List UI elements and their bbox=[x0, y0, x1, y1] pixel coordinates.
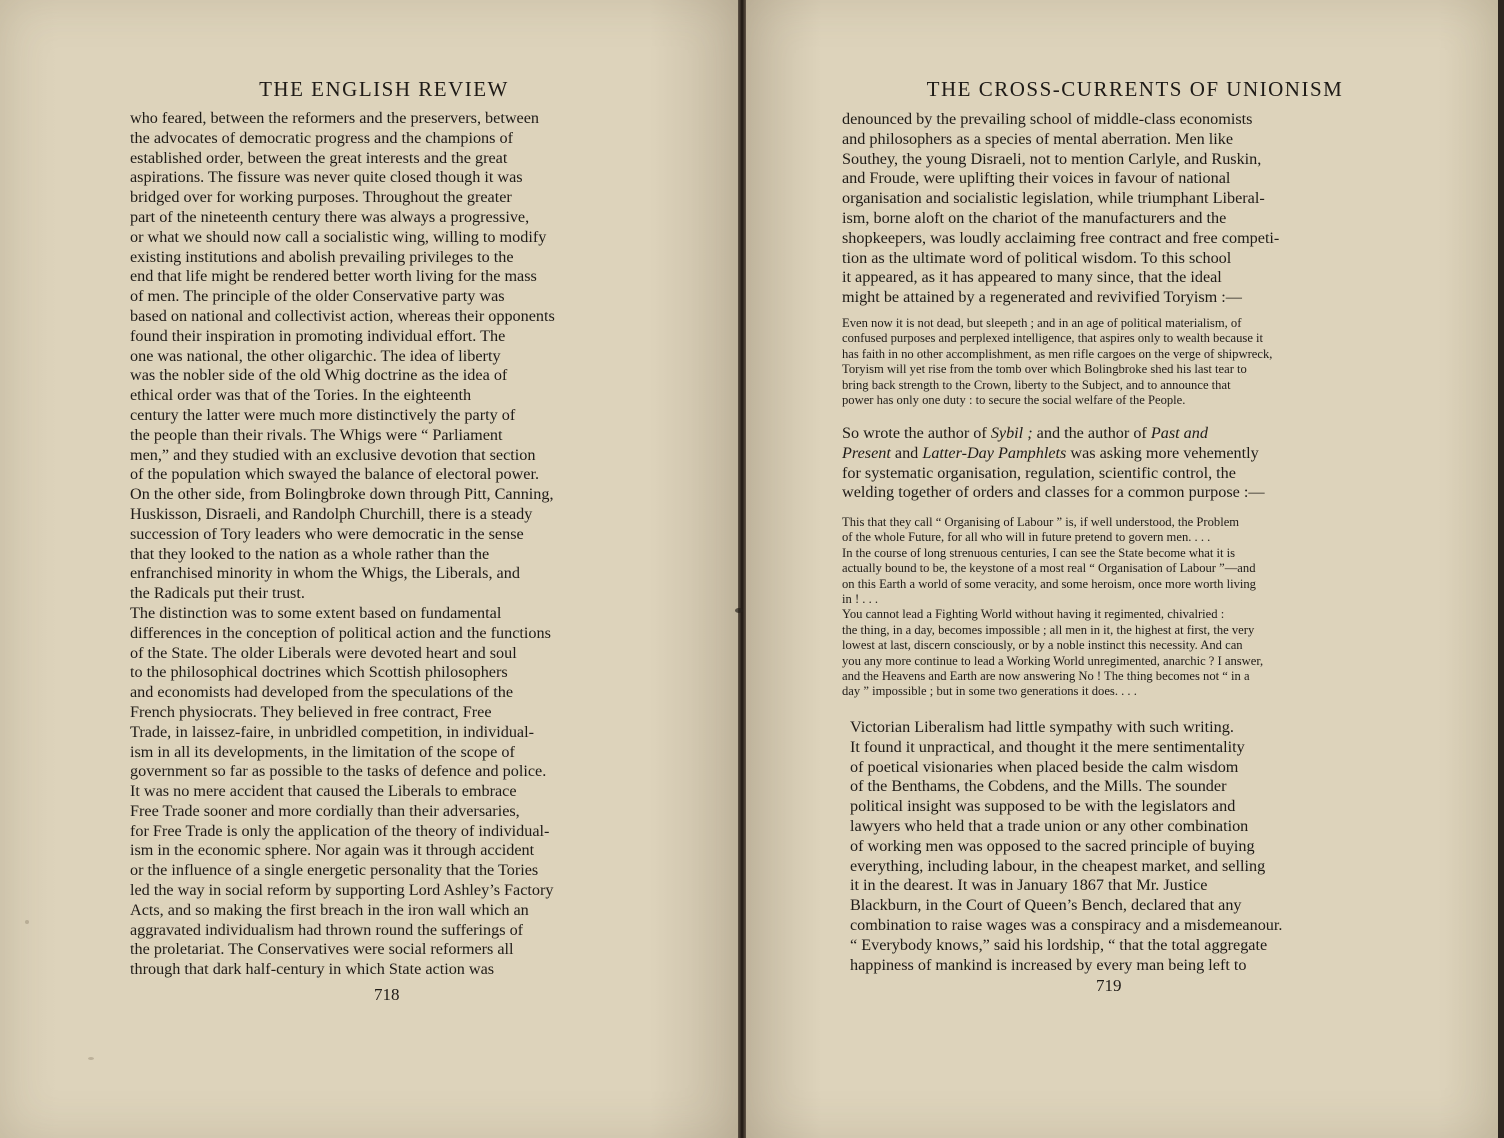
paper-mark bbox=[25, 920, 29, 924]
sybil-text-part-3: and bbox=[890, 443, 923, 462]
sybil-text-part-1: So wrote the author of bbox=[842, 424, 991, 442]
latter-day-pamphlets-title: Latter-Day Pamphlets bbox=[922, 443, 1067, 462]
left-page-number: 718 bbox=[374, 985, 400, 1004]
gutter-mark bbox=[735, 608, 743, 613]
right-page bbox=[746, 0, 1498, 1138]
sybil-title: Sybil ; bbox=[990, 424, 1033, 442]
carlyle-quotation: This that they call “ Organising of Labour ” is, if well understood, the Problem of the whole Future, for all who will in future pretend to govern men. . . . In the course of long strenuous centuries, I can see the State become what it is actually bound to be, the keystone of a most real “ Organisation of Labour ”—and on this Earth a world of some veracity, and some heroism, once more worth living in ! . . . You cannot lead a Fighting World without having it regimented, chivalried : the thing, in a day, becomes impossible ; all men in it, the highest at first, the very lowest at last, discern consciously, or by a noble instinct this necessity. And can you any more continue to lead a Working World unregimented, anarchic ? I answer, and the Heavens and Earth are now answering No ! The thing becomes not “ in a day ” impossible ; but in some two generations it does. . . . bbox=[842, 515, 1264, 699]
book-gutter bbox=[738, 0, 746, 1138]
right-running-header: THE CROSS-CURRENTS OF UNIONISM bbox=[926, 77, 1344, 101]
disraeli-quotation: Even now it is not dead, but sleepeth ; and in an age of political materialism, of confused purposes and perplexed intelligence, that aspires only to wealth because it has faith in no other accomplishment, as men rifle cargoes on the verge of shipwreck, Toryism will yet rise from the tomb over which Bolingbroke shed his last tear to bring back strength to the Crown, liberty to the Subject, and to announce that power has only one duty : to secure the social welfare of the People. bbox=[842, 316, 1273, 408]
left-page bbox=[0, 0, 738, 1138]
sybil-text-part-4: was asking more vehemently for systematic organisation, regulation, scientific control, the welding together of orders and classes for a common purpose :— bbox=[842, 443, 1265, 502]
paper-mark bbox=[88, 1057, 94, 1060]
left-page-body-text: who feared, between the reformers and the preservers, between the advocates of democratic progress and the champions of established order, between the great interests and the great aspirations. The fissure was never quite closed though it was bridged over for working purposes. Throughout the greater part of the nineteenth century there was always a progressive, or what we should now call a socialistic wing, willing to modify existing institutions and abolish prevailing privileges to the end that life might be rendered better worth living for the mass of men. The principle of the older Conservative party was based on national and collectivist action, whereas their opponents found their inspiration in promoting individual effort. The one was national, the other oligarchic. The idea of liberty was the nobler side of the old Whig doctrine as the idea of ethical order was that of the Tories. In the eighteenth century the latter were much more distinctively the party of the people than their rivals. The Whigs were “ Parliament men,” and they studied with an exclusive devotion that section of the population which swayed the balance of electoral power. On the other side, from Bolingbroke down through Pitt, Canning, Huskisson, Disraeli, and Randolph Churchill, there is a steady succession of Tory leaders who were democratic in the sense that they looked to the nation as a whole rather than the enfranchised minority in whom the Whigs, the Liberals, and the Radicals put their trust. The distinction was to some extent based on fundamental differences in the conception of political action and the functions of the State. The older Liberals were devoted heart and soul to the philosophical doctrines which Scottish philosophers and economists had developed from the speculations of the French physiocrats. They believed in free contract, Free Trade, in laissez-faire, in unbridled competition, in individual- ism in all its developments, in the limitation of the scope of government so far as possible to the tasks of defence and police. It was no mere accident that caused the Liberals to embrace Free Trade sooner and more cordially than their adversaries, for Free Trade is only the application of the theory of individual- ism in the economic sphere. Nor again was it through accident or the influence of a single energetic personality that the Tories led the way in social reform by supporting Lord Ashley’s Factory Acts, and so making the first breach in the iron wall which an aggravated individualism had thrown round the sufferings of the proletariat. The Conservatives were social reformers all through that dark half-century in which State action was bbox=[130, 109, 555, 979]
right-page-number: 719 bbox=[1096, 976, 1122, 995]
right-page-intro-text: denounced by the prevailing school of middle-class economists and philosophers as a species of mental aberration. Men like Southey, the young Disraeli, not to mention Carlyle, and Ruskin, and Froude, were uplifting their voices in favour of national organisation and socialistic legislation, while triumphant Liberal- ism, borne aloft on the chariot of the manufacturers and the shopkeepers, was loudly acclaiming free contract and free competi- tion as the ultimate word of political wisdom. To this school it appeared, as it has appeared to many since, that the ideal might be attained by a regenerated and revivified Toryism :— bbox=[842, 110, 1280, 307]
victorian-liberalism-paragraph: Victorian Liberalism had little sympathy with such writing. It found it unpractical, and thought it the mere sentimentality of poetical visionaries when placed beside the calm wisdom of the Benthams, the Cobdens, and the Mills. The sounder political insight was supposed to be with the legislators and lawyers who held that a trade union or any other combination of working men was opposed to the sacred principle of buying everything, including labour, in the cheapest market, and selling it in the dearest. It was in January 1867 that Mr. Justice Blackburn, in the Court of Queen’s Bench, declared that any combination to raise wages was a conspiracy and a misdemeanour. “ Everybody knows,” said his lordship, “ that the total aggregate happiness of mankind is increased by every man being left to bbox=[850, 718, 1283, 974]
sybil-text-part-2: and the author of bbox=[1032, 424, 1151, 442]
past-and-present-title: Past and Present bbox=[842, 424, 1208, 462]
sybil-paragraph bbox=[842, 424, 1358, 503]
left-running-header: THE ENGLISH REVIEW bbox=[259, 77, 509, 101]
